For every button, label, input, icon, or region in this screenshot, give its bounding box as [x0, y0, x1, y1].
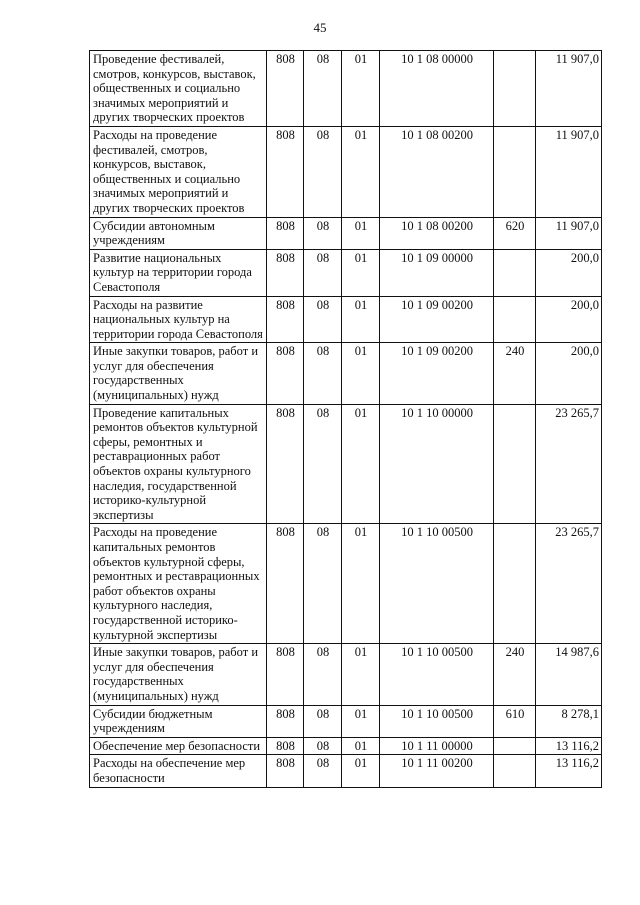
row-pr: 01	[342, 644, 380, 705]
row-name: Расходы на проведение фестивалей, смотров, конкурсов, выставок, общественных и социально значимых мероприятий и других творческих проектов	[90, 126, 267, 217]
row-sum: 11 907,0	[536, 51, 602, 127]
row-name: Субсидии бюджетным учреждениям	[90, 705, 267, 737]
row-ved: 808	[267, 51, 304, 127]
row-vr	[494, 51, 536, 127]
row-sum: 11 907,0	[536, 217, 602, 249]
row-sum: 23 265,7	[536, 404, 602, 524]
row-ved: 808	[267, 343, 304, 404]
budget-table	[89, 50, 602, 788]
row-pr: 01	[342, 404, 380, 524]
row-vr	[494, 755, 536, 787]
row-rz: 08	[304, 217, 342, 249]
page-number: 45	[313, 20, 327, 35]
row-csr: 10 1 11 00200	[380, 755, 494, 787]
row-rz: 08	[304, 249, 342, 296]
row-name: Проведение фестивалей, смотров, конкурсов, выставок, общественных и социально значимых мероприятий и других творческих проектов	[90, 51, 267, 127]
row-pr: 01	[342, 217, 380, 249]
row-sum: 23 265,7	[536, 524, 602, 644]
row-vr	[494, 737, 536, 755]
table-row	[90, 705, 602, 737]
row-vr	[494, 404, 536, 524]
row-ved: 808	[267, 217, 304, 249]
row-rz: 08	[304, 737, 342, 755]
row-rz: 08	[304, 343, 342, 404]
table-row	[90, 296, 602, 343]
table-row	[90, 524, 602, 644]
row-pr: 01	[342, 51, 380, 127]
row-ved: 808	[267, 755, 304, 787]
row-vr: 240	[494, 644, 536, 705]
row-sum: 13 116,2	[536, 755, 602, 787]
row-sum: 200,0	[536, 249, 602, 296]
row-ved: 808	[267, 296, 304, 343]
row-sum: 8 278,1	[536, 705, 602, 737]
row-ved: 808	[267, 524, 304, 644]
row-ved: 808	[267, 705, 304, 737]
row-pr: 01	[342, 737, 380, 755]
row-name: Расходы на обеспечение мер безопасности	[90, 755, 267, 787]
table-row	[90, 755, 602, 787]
row-csr: 10 1 10 00500	[380, 524, 494, 644]
row-csr: 10 1 08 00000	[380, 51, 494, 127]
row-name: Субсидии автономным учреждениям	[90, 217, 267, 249]
row-csr: 10 1 11 00000	[380, 737, 494, 755]
row-vr: 240	[494, 343, 536, 404]
row-csr: 10 1 09 00000	[380, 249, 494, 296]
row-rz: 08	[304, 51, 342, 127]
row-csr: 10 1 09 00200	[380, 343, 494, 404]
row-rz: 08	[304, 755, 342, 787]
table-row	[90, 249, 602, 296]
row-csr: 10 1 09 00200	[380, 296, 494, 343]
table-row	[90, 51, 602, 127]
row-rz: 08	[304, 404, 342, 524]
row-sum: 11 907,0	[536, 126, 602, 217]
row-name: Проведение капитальных ремонтов объектов культурной сферы, ремонтных и реставрационных работ объектов охраны культурного наследия, государственной историко-культурной экспертизы	[90, 404, 267, 524]
row-csr: 10 1 10 00000	[380, 404, 494, 524]
row-name: Расходы на развитие национальных культур на территории города Севастополя	[90, 296, 267, 343]
table-row	[90, 126, 602, 217]
row-ved: 808	[267, 404, 304, 524]
row-rz: 08	[304, 705, 342, 737]
row-rz: 08	[304, 644, 342, 705]
row-name: Иные закупки товаров, работ и услуг для обеспечения государственных (муниципальных) нужд	[90, 343, 267, 404]
table-row	[90, 644, 602, 705]
row-name: Расходы на проведение капитальных ремонтов объектов культурной сферы, ремонтных и реставрационных работ объектов охраны культурного наследия, государственной историко-культурной экспертизы	[90, 524, 267, 644]
table-row	[90, 217, 602, 249]
row-ved: 808	[267, 644, 304, 705]
table-row	[90, 404, 602, 524]
row-ved: 808	[267, 737, 304, 755]
row-csr: 10 1 10 00500	[380, 705, 494, 737]
row-csr: 10 1 08 00200	[380, 217, 494, 249]
row-csr: 10 1 10 00500	[380, 644, 494, 705]
row-pr: 01	[342, 296, 380, 343]
row-ved: 808	[267, 126, 304, 217]
row-vr	[494, 126, 536, 217]
row-pr: 01	[342, 524, 380, 644]
row-pr: 01	[342, 343, 380, 404]
row-vr: 610	[494, 705, 536, 737]
row-sum: 14 987,6	[536, 644, 602, 705]
row-vr: 620	[494, 217, 536, 249]
row-sum: 200,0	[536, 343, 602, 404]
row-pr: 01	[342, 755, 380, 787]
row-sum: 13 116,2	[536, 737, 602, 755]
row-name: Обеспечение мер безопасности	[90, 737, 267, 755]
row-name: Развитие национальных культур на территории города Севастополя	[90, 249, 267, 296]
row-vr	[494, 249, 536, 296]
table-row	[90, 343, 602, 404]
row-rz: 08	[304, 296, 342, 343]
row-pr: 01	[342, 705, 380, 737]
row-pr: 01	[342, 249, 380, 296]
row-name: Иные закупки товаров, работ и услуг для обеспечения государственных (муниципальных) нужд	[90, 644, 267, 705]
row-rz: 08	[304, 524, 342, 644]
row-sum: 200,0	[536, 296, 602, 343]
row-vr	[494, 296, 536, 343]
table-row	[90, 737, 602, 755]
row-pr: 01	[342, 126, 380, 217]
row-ved: 808	[267, 249, 304, 296]
row-vr	[494, 524, 536, 644]
row-csr: 10 1 08 00200	[380, 126, 494, 217]
row-rz: 08	[304, 126, 342, 217]
